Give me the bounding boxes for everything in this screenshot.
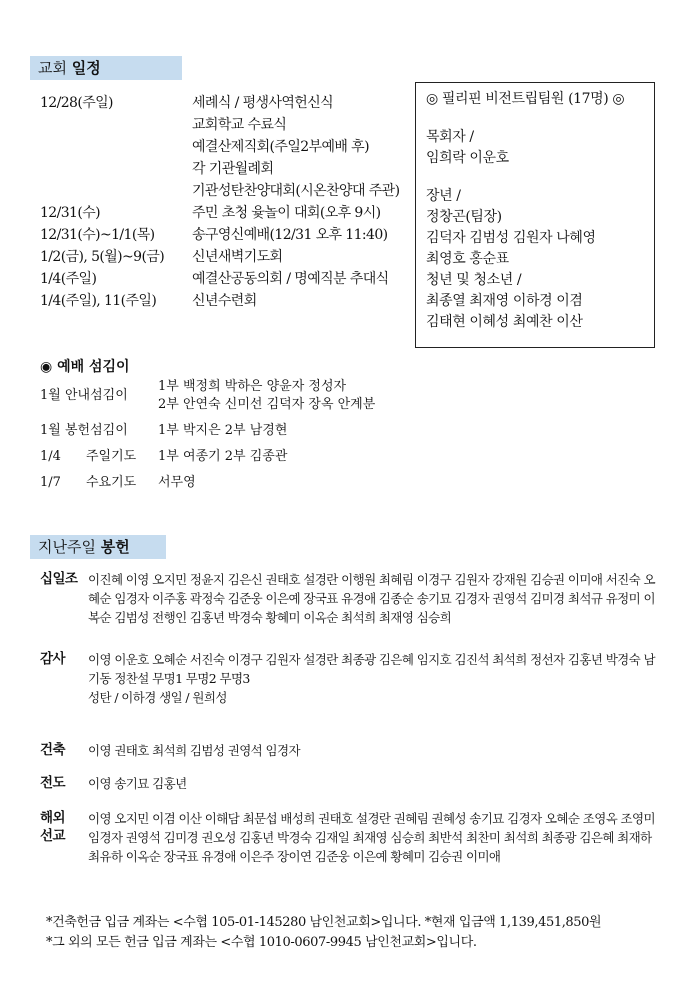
schedule-section-header	[30, 56, 182, 80]
schedule-header-prefix: 교회	[38, 59, 67, 77]
usher-line: 1부 백정희 박하은 양윤자 정성자	[158, 379, 347, 394]
schedule-date: 12/31(수)~1/1(목)	[40, 227, 155, 243]
schedule-event: 기관성탄찬양대회(시온찬양대 주관)	[192, 183, 400, 199]
schedule-event: 신년새벽기도회	[192, 249, 283, 265]
offering-server-label: 1월 봉헌섬김이	[40, 423, 128, 438]
building-account-note: *건축헌금 입금 계좌는 <수협 105-01-145280 남인천교회>입니다. *현재 입금액 1,139,451,850원	[46, 915, 602, 930]
worship-servers	[40, 378, 460, 500]
offering-label: 감사	[40, 651, 65, 667]
usher-values	[158, 378, 375, 414]
schedule-date: 1/4(주일), 11(주일)	[40, 293, 157, 309]
offering-server-row	[40, 422, 460, 440]
sunday-prayer-label: 주일기도	[86, 449, 137, 464]
general-account-note: *그 외의 모든 헌금 입금 계좌는 <수협 1010-0607-9945 남인천교회>입니다.	[46, 935, 477, 950]
offering-label: 선교	[40, 828, 65, 844]
team-box-line: 최영호 홍순표	[426, 251, 509, 267]
offering-names: 이영 송기묘 김홍년	[88, 776, 187, 791]
schedule-event: 예결산제직회(주일2부예배 후)	[192, 139, 369, 155]
offering-tithe	[40, 570, 660, 627]
team-box-line: 목회자 /	[426, 129, 474, 145]
schedule-event: 각 기관월례회	[192, 161, 274, 177]
team-box-line: 청년 및 청소년 /	[426, 272, 522, 288]
usher-row	[40, 378, 460, 414]
team-box-spacer	[426, 169, 644, 186]
schedule-event: 송구영신예배(12/31 오후 11:40)	[192, 227, 388, 243]
schedule-event: 세례식 / 평생사역헌신식	[192, 95, 334, 111]
team-box-line: 임희락 이운호	[426, 150, 509, 166]
offering-label: 전도	[40, 775, 65, 791]
schedule-date: 12/28(주일)	[40, 95, 113, 111]
offering-names: 이영 오지민 이겸 이산 이해담 최문섭 배성희 권태호 설경란 권혜림 권혜성 송기묘 김경자 오혜순 조영옥 조영미 임경자 권영석 김미경 권오성 김홍년 박경숙 김재일 최재영 심승희 최반석 최찬미 최석희 최종광 김은혜 최재하 최유하 이옥순 장국표 유경애 이은주 장이연 김준웅 이은예 황혜미 김승권 이미애	[88, 811, 655, 864]
schedule-date: 12/31(수)	[40, 205, 100, 221]
team-box-title: ◎ 필리핀 비전트립팀원 (17명) ◎	[426, 91, 625, 107]
offering-label: 건축	[40, 742, 65, 758]
schedule-row	[40, 268, 420, 290]
team-box-line: 김태현 이혜성 최예찬 이산	[426, 314, 583, 330]
team-box-line: 최종열 최재영 이하경 이겸	[426, 293, 583, 309]
offering-names: 이영 이운호 오혜순 서진숙 이경구 김원자 설경란 최종광 김은혜 임지호 김진석 최석희 정선자 김홍년 박경숙 남기동 정찬설 무명1 무명2 무명3	[88, 652, 655, 686]
worship-servers-title: ◉ 예배 섬김이	[40, 359, 130, 375]
offering-header-prefix: 지난주일	[38, 538, 96, 556]
team-box-line: 김덕자 김범성 김원자 나혜영	[426, 230, 596, 246]
schedule-list	[40, 92, 420, 312]
schedule-row	[40, 92, 420, 202]
wednesday-prayer-label: 수요기도	[86, 475, 137, 490]
schedule-event: 예결산공동의회 / 명예직분 추대식	[192, 271, 389, 287]
schedule-event: 교회학교 수료식	[192, 117, 287, 133]
offering-overseas-mission	[40, 809, 660, 866]
vision-trip-team-box	[415, 82, 655, 348]
schedule-event: 신년수련회	[192, 293, 257, 309]
schedule-row	[40, 202, 420, 224]
offering-section-header	[30, 535, 166, 559]
offering-thanks	[40, 650, 660, 707]
schedule-date: 1/4(주일)	[40, 271, 97, 287]
offering-label: 십일조	[40, 571, 78, 587]
schedule-row	[40, 224, 420, 246]
offering-names: 이영 권태호 최석희 김범성 권영석 임경자	[88, 743, 300, 758]
sunday-prayer-row	[40, 448, 460, 466]
schedule-row	[40, 290, 420, 312]
schedule-events	[192, 268, 420, 290]
team-box-spacer	[426, 110, 644, 127]
offering-label: 해외	[40, 810, 65, 826]
schedule-events	[192, 246, 420, 268]
offering-names: 이진혜 이영 오지민 정윤지 김은신 권태호 설경란 이행원 최혜림 이경구 김원자 강재원 김승권 이미애 서진숙 오혜순 임경자 이주홍 곽정숙 김준웅 이은예 장국표 유경애 김종순 송기묘 김경자 권영석 김미경 최석규 유정미 이복순 김범성 전행인 김홍년 박경숙 황혜미 이옥순 최석희 최재영 심승희	[88, 572, 655, 625]
sunday-prayer-value: 1부 여종기 2부 김종관	[158, 449, 288, 464]
schedule-events	[192, 224, 420, 246]
usher-line: 2부 안연숙 신미선 김덕자 장옥 안계분	[158, 397, 376, 412]
team-box-line: 장년 /	[426, 188, 461, 204]
schedule-date: 1/2(금), 5(월)~9(금)	[40, 249, 165, 265]
offering-server-value: 1부 박지은 2부 남경현	[158, 423, 288, 438]
sunday-prayer-date: 1/4	[40, 449, 61, 464]
schedule-event: 주민 초청 윷놀이 대회(오후 9시)	[192, 205, 381, 221]
wednesday-prayer-date: 1/7	[40, 475, 61, 490]
team-box-line: 정창곤(팀장)	[426, 209, 502, 225]
schedule-header-bold: 일정	[71, 59, 101, 77]
team-members	[426, 110, 644, 333]
wednesday-prayer-value: 서무영	[158, 475, 196, 490]
schedule-events	[192, 92, 420, 202]
offering-header-bold: 봉헌	[100, 538, 130, 556]
usher-label: 1월 안내섬김이	[40, 388, 128, 403]
offering-extra: 성탄 / 이하경 생일 / 원희성	[88, 690, 227, 705]
offering-building	[40, 741, 660, 760]
schedule-events	[192, 290, 420, 312]
offering-evangelism	[40, 774, 660, 793]
wednesday-prayer-row	[40, 474, 460, 492]
schedule-events	[192, 202, 420, 224]
schedule-row	[40, 246, 420, 268]
